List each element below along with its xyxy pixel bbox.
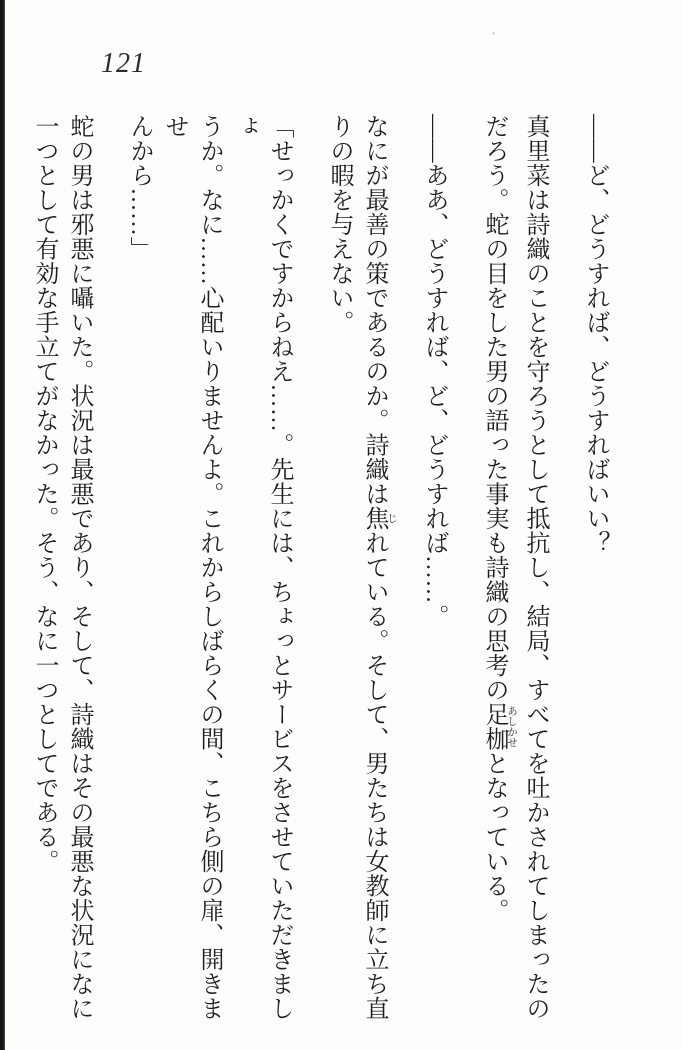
text-column: なにが最善の策であるのか。詩織は焦 じれている。そして、男たちは女教師に立ち直 bbox=[361, 114, 397, 1021]
text-column bbox=[0, 114, 26, 1032]
text-column: だろう。蛇の目をした男の語った事実も詩織の思考の足枷 あしかせとなっている。 bbox=[481, 114, 517, 923]
page-number: 121 bbox=[101, 48, 146, 79]
vertical-text-block bbox=[0, 114, 637, 1032]
text-column: うか。なに……心配いりませんよ。これからしばらくの間、こちら側の扉、開きませ bbox=[161, 114, 222, 1021]
text-column: んから……」 bbox=[126, 114, 152, 261]
text-column: ——ど、どうすれば、どうすればいい？ bbox=[582, 114, 608, 555]
text-column: 一つとして有効な手立てがなかった。そう、なに一つとしてである。 bbox=[31, 114, 57, 874]
text-column: ——ああ、どうすれば、ど、どうすれば……。 bbox=[421, 114, 447, 629]
text-column: 真里菜は詩織のことを守ろうとして抵抗し、結局、すべてを吐かされてしまったの bbox=[522, 114, 548, 1021]
text-column: りの暇を与えない。 bbox=[326, 114, 352, 335]
text-column: 蛇の男は邪悪に囁いた。状況は最悪であり、そして、詩織はその最悪な状況になに bbox=[66, 114, 92, 1021]
text-column: 「せっかくですからねえ……。先生には、ちょっとサービスをさせていただきましょ bbox=[231, 114, 292, 1021]
scan-speck bbox=[492, 32, 495, 35]
